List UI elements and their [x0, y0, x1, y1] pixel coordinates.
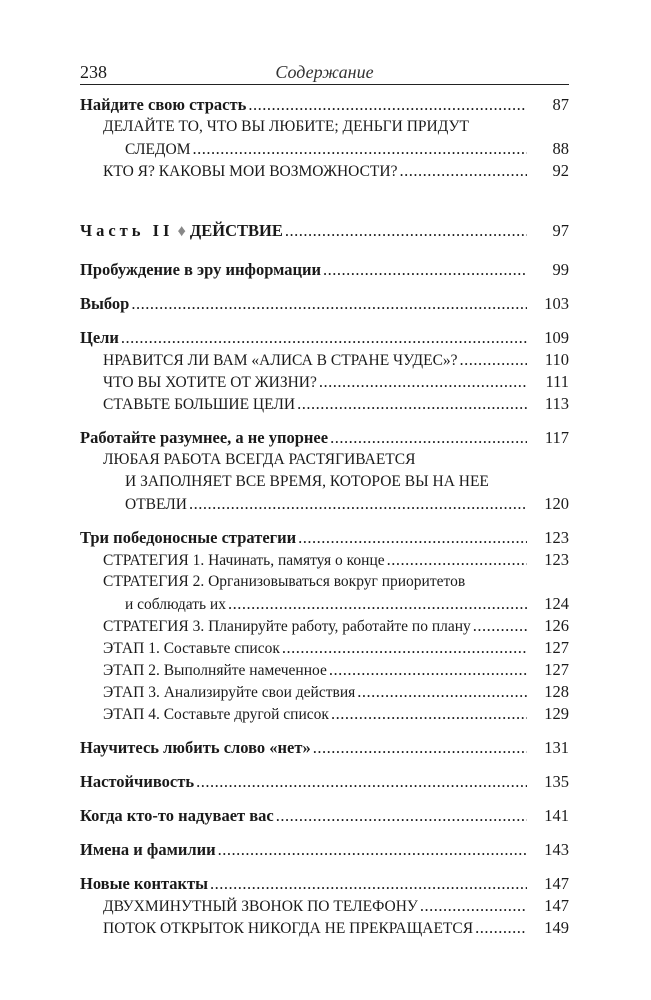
toc-page: 99 — [552, 260, 569, 279]
toc-page: 129 — [544, 704, 569, 723]
step-label: ЭТАП — [103, 684, 145, 701]
toc-page: 135 — [544, 772, 569, 791]
toc-chapter — [80, 771, 569, 793]
toc-title: Новые контакты — [80, 874, 209, 893]
dot-leader — [387, 549, 527, 571]
dot-leader — [329, 659, 527, 681]
step-label: ЭТАП — [103, 706, 145, 723]
toc-page: 87 — [552, 95, 569, 114]
toc-section — [80, 471, 569, 493]
dot-leader — [282, 637, 527, 659]
toc-chapter — [80, 805, 569, 827]
toc-page: 117 — [544, 428, 569, 447]
toc-title — [103, 660, 327, 682]
toc-page: 97 — [552, 221, 569, 240]
toc-title: ЧТО ВЫ ХОТИТЕ ОТ ЖИЗНИ? — [103, 374, 317, 391]
dot-leader — [285, 220, 527, 242]
dot-leader — [192, 138, 527, 160]
part-label: Часть II — [80, 221, 174, 240]
toc-page: 123 — [544, 528, 569, 547]
toc-title: Пробуждение в эру информации — [80, 260, 322, 279]
toc-title: Настойчивость — [80, 772, 195, 791]
toc-page: 149 — [544, 918, 569, 937]
table-of-contents — [80, 94, 569, 939]
part-title: ДЕЙСТВИЕ — [189, 221, 283, 240]
toc-page: 143 — [544, 840, 569, 859]
dot-leader — [196, 771, 527, 793]
strategy-label: СТРАТЕГИЯ — [103, 573, 189, 590]
page-number: 238 — [80, 62, 107, 82]
toc-page: 128 — [544, 682, 569, 701]
toc-section — [80, 116, 569, 138]
toc-section — [80, 681, 569, 703]
toc-chapter — [80, 737, 569, 759]
dot-leader — [298, 527, 527, 549]
strategy-label: СТРАТЕГИЯ — [103, 552, 189, 569]
dot-leader — [228, 593, 527, 615]
toc-page: 131 — [544, 738, 569, 757]
toc-page: 147 — [544, 874, 569, 893]
dot-leader — [475, 917, 527, 939]
toc-title: Выбор — [80, 294, 130, 313]
toc-title — [103, 616, 471, 638]
toc-title: ЛЮБАЯ РАБОТА ВСЕГДА РАСТЯГИВАЕТСЯ — [103, 451, 416, 468]
toc-title: Работайте разумнее, а не упорнее — [80, 428, 329, 447]
toc-title: ДЕЛАЙТЕ ТО, ЧТО ВЫ ЛЮБИТЕ; ДЕНЬГИ ПРИДУТ — [103, 118, 469, 135]
dot-leader — [399, 160, 527, 182]
strategy-label: СТРАТЕГИЯ — [103, 618, 189, 635]
toc-section — [80, 895, 569, 917]
toc-chapter — [80, 94, 569, 116]
step-label: ЭТАП — [103, 662, 145, 679]
dot-leader — [121, 327, 527, 349]
toc-section — [80, 549, 569, 571]
toc-title: СТАВЬТЕ БОЛЬШИЕ ЦЕЛИ — [103, 396, 296, 413]
toc-section — [80, 371, 569, 393]
toc-page: 141 — [544, 806, 569, 825]
toc-chapter — [80, 293, 569, 315]
dot-leader — [297, 393, 527, 415]
toc-title: Три победоносные стратегии — [80, 528, 297, 547]
toc-section — [80, 493, 569, 515]
toc-chapter — [80, 327, 569, 349]
dot-leader — [313, 737, 527, 759]
dot-leader — [319, 371, 527, 393]
toc-title — [103, 571, 465, 593]
toc-section — [80, 637, 569, 659]
toc-chapter — [80, 873, 569, 895]
dot-leader — [276, 805, 527, 827]
toc-page: 88 — [552, 139, 569, 158]
step-text: 4. Составьте другой список — [148, 706, 329, 723]
toc-title — [80, 220, 283, 242]
toc-title: Найдите свою страсть — [80, 95, 247, 114]
toc-page: 92 — [552, 161, 569, 180]
toc-page: 120 — [544, 494, 569, 513]
toc-part — [80, 220, 569, 242]
strategy-text: 2. Организовываться вокруг приоритетов — [192, 573, 466, 590]
toc-title: Когда кто-то надувает вас — [80, 806, 274, 825]
toc-title — [103, 550, 385, 572]
step-text: 1. Составьте список — [148, 640, 280, 657]
toc-title: Цели — [80, 328, 119, 347]
toc-title — [103, 638, 280, 660]
toc-page: 126 — [544, 616, 569, 635]
dot-leader — [420, 895, 527, 917]
toc-section — [80, 571, 569, 593]
toc-page: 123 — [544, 550, 569, 569]
toc-chapter — [80, 427, 569, 449]
toc-chapter — [80, 259, 569, 281]
toc-section — [80, 703, 569, 725]
toc-page: 110 — [544, 350, 569, 369]
diamond-icon: ♦ — [177, 221, 186, 240]
toc-section — [80, 615, 569, 637]
strategy-text: 1. Начинать, памятуя о конце — [192, 552, 385, 569]
dot-leader — [460, 349, 527, 371]
toc-section — [80, 138, 569, 160]
toc-title: Имена и фамилии — [80, 840, 216, 859]
dot-leader — [210, 873, 527, 895]
step-label: ЭТАП — [103, 640, 145, 657]
toc-title: ПОТОК ОТКРЫТОК НИКОГДА НЕ ПРЕКРАЩАЕТСЯ — [103, 920, 474, 937]
toc-section — [80, 593, 569, 615]
dot-leader — [331, 703, 527, 725]
running-title: Содержание — [275, 62, 374, 82]
dot-leader — [218, 839, 527, 861]
toc-page: 127 — [544, 660, 569, 679]
toc-title: ДВУХМИНУТНЫЙ ЗВОНОК ПО ТЕЛЕФОНУ — [103, 898, 418, 915]
toc-title: ОТВЕЛИ — [125, 496, 187, 513]
toc-chapter — [80, 527, 569, 549]
toc-title: СЛЕДОМ — [125, 141, 191, 158]
toc-section — [80, 393, 569, 415]
running-header — [80, 62, 569, 85]
toc-title: КТО Я? КАКОВЫ МОИ ВОЗМОЖНОСТИ? — [103, 163, 398, 180]
dot-leader — [131, 293, 527, 315]
toc-page: 109 — [544, 328, 569, 347]
toc-section — [80, 659, 569, 681]
toc-page: 127 — [544, 638, 569, 657]
dot-leader — [357, 681, 527, 703]
toc-section — [80, 917, 569, 939]
toc-page: 147 — [544, 896, 569, 915]
toc-page: 124 — [544, 594, 569, 613]
dot-leader — [189, 493, 527, 515]
step-text: 2. Выполняйте намеченное — [148, 662, 327, 679]
dot-leader — [248, 94, 527, 116]
toc-section — [80, 449, 569, 471]
toc-title — [103, 682, 355, 704]
strategy-text: 3. Планируйте работу, работайте по плану — [192, 618, 471, 635]
toc-page: 103 — [544, 294, 569, 313]
toc-title — [103, 704, 329, 726]
dot-leader — [330, 427, 527, 449]
toc-chapter — [80, 839, 569, 861]
toc-title: Научитесь любить слово «нет» — [80, 738, 311, 757]
toc-title: и соблюдать их — [125, 596, 226, 613]
toc-title: НРАВИТСЯ ЛИ ВАМ «АЛИСА В СТРАНЕ ЧУДЕС»? — [103, 352, 458, 369]
toc-page: 111 — [545, 372, 569, 391]
dot-leader — [473, 615, 527, 637]
toc-section — [80, 160, 569, 182]
step-text: 3. Анализируйте свои действия — [148, 684, 356, 701]
toc-page: 113 — [544, 394, 569, 413]
toc-title: И ЗАПОЛНЯЕТ ВСЕ ВРЕМЯ, КОТОРОЕ ВЫ НА НЕЕ — [125, 473, 489, 490]
toc-section — [80, 349, 569, 371]
dot-leader — [323, 259, 527, 281]
